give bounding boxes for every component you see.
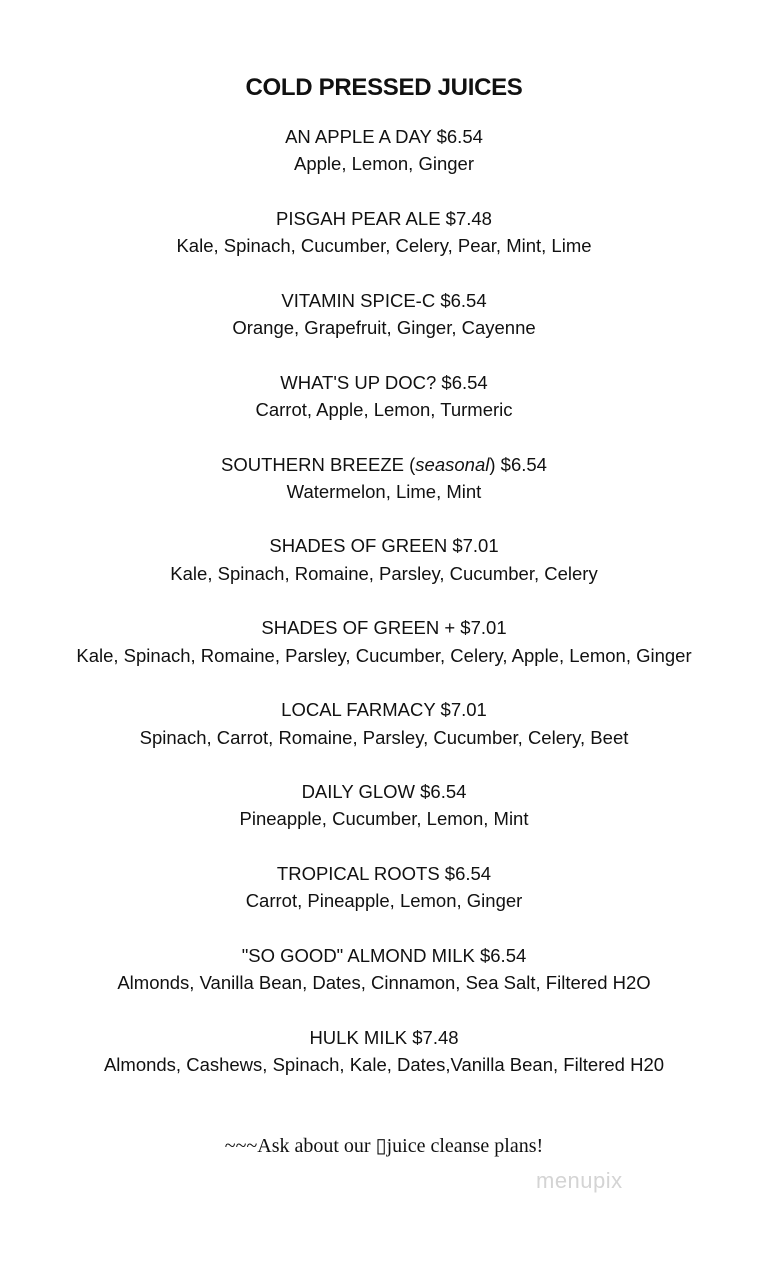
item-ingredients: Watermelon, Lime, Mint [286, 480, 482, 502]
menu-item [0, 778, 768, 833]
menu-item [0, 451, 768, 506]
menu-item [0, 942, 768, 997]
menu-item [0, 532, 768, 587]
seasonal-note: seasonal [415, 453, 490, 475]
item-name: DAILY GLOW $6.54 [301, 781, 467, 803]
menupix-watermark: menupix [536, 1168, 623, 1193]
item-name: WHAT'S UP DOC? $6.54 [280, 371, 488, 393]
item-ingredients: Kale, Spinach, Cucumber, Celery, Pear, Mint, Lime [176, 235, 592, 257]
item-ingredients: Pineapple, Cucumber, Lemon, Mint [239, 808, 529, 830]
item-name-part: ) $6.54 [489, 453, 547, 475]
menu-title: COLD PRESSED JUICES [245, 74, 523, 101]
menu-item [0, 1024, 768, 1079]
item-ingredients: Orange, Grapefruit, Ginger, Cayenne [232, 317, 536, 339]
item-name-part: SOUTHERN BREEZE ( [221, 453, 416, 475]
menu-item [0, 614, 768, 669]
item-ingredients: Spinach, Carrot, Romaine, Parsley, Cucumber, Celery, Beet [139, 726, 629, 748]
item-name: SHADES OF GREEN + $7.01 [261, 617, 507, 639]
item-name: HULK MILK $7.48 [309, 1026, 459, 1048]
menu-item [0, 287, 768, 342]
item-name: VITAMIN SPICE-C $6.54 [281, 289, 487, 311]
item-ingredients: Almonds, Vanilla Bean, Dates, Cinnamon, Sea Salt, Filtered H2O [117, 972, 651, 994]
item-name: SHADES OF GREEN $7.01 [269, 535, 499, 557]
item-ingredients: Kale, Spinach, Romaine, Parsley, Cucumber, Celery, Apple, Lemon, Ginger [76, 644, 692, 666]
item-name: PISGAH PEAR ALE $7.48 [276, 207, 492, 229]
menu-item [0, 369, 768, 424]
item-ingredients: Kale, Spinach, Romaine, Parsley, Cucumber, Celery [170, 562, 598, 584]
menu-item [0, 205, 768, 260]
menu-item [0, 123, 768, 178]
item-name: LOCAL FARMACY $7.01 [281, 699, 487, 721]
cleanse-plans-note: ~~~Ask about our ▯juice cleanse plans! [224, 1135, 544, 1157]
item-ingredients: Carrot, Pineapple, Lemon, Ginger [245, 890, 523, 912]
item-name: "SO GOOD" ALMOND MILK $6.54 [241, 944, 527, 966]
menu-item [0, 860, 768, 915]
item-ingredients: Carrot, Apple, Lemon, Turmeric [255, 398, 513, 420]
item-ingredients: Almonds, Cashews, Spinach, Kale, Dates,Vanilla Bean, Filtered H20 [103, 1054, 665, 1076]
item-name [0, 451, 768, 478]
item-ingredients: Apple, Lemon, Ginger [294, 153, 474, 175]
menu-item [0, 696, 768, 751]
menu-items [0, 123, 768, 1106]
item-name: TROPICAL ROOTS $6.54 [276, 863, 492, 885]
item-name: AN APPLE A DAY $6.54 [285, 126, 483, 147]
